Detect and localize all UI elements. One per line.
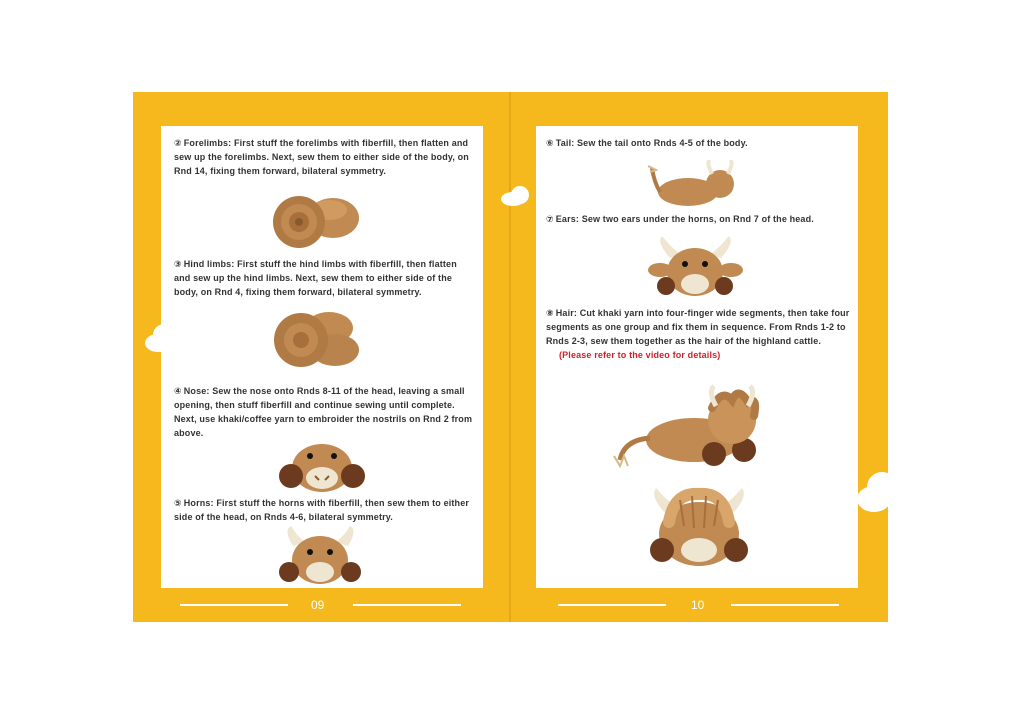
page-number-10: 10	[691, 598, 705, 612]
ears-figure	[648, 234, 743, 300]
hind-limb-figure	[273, 306, 368, 372]
footer-line-left-b	[353, 604, 461, 606]
step-hind-limbs: ③ Hind limbs: First stuff the hind limbs with fiberfill, then flatten and sew up the hind limbs. Next, sew them to either side of the body, on Rnd 4, fixing them forward, bilateral symmetry.	[174, 259, 457, 297]
page-10-panel	[536, 126, 858, 588]
finished-cattle-side-figure	[604, 384, 764, 474]
booklet-spread	[133, 92, 888, 622]
footer-line-right-b	[731, 604, 839, 606]
step-horns: ⑤ Horns: First stuff the horns with fiberfill, then sew them to either side of the head, on Rnds 4-6, bilateral symmetry.	[174, 498, 470, 522]
video-note: (Please refer to the video for details)	[559, 350, 721, 360]
step-forelimbs: ② Forelimbs: First stuff the forelimbs with fiberfill, then flatten and sew up the forelimbs. Next, sew them to either side of the body, on Rnd 14, fixing them forward, bilateral symmetry.	[174, 138, 469, 176]
footer-line-right-a	[558, 604, 666, 606]
step-tail: ⑥ Tail: Sew the tail onto Rnds 4-5 of the body.	[546, 138, 748, 148]
finished-cattle-front-figure	[644, 478, 754, 570]
step-nose: ④ Nose: Sew the nose onto Rnds 8-11 of the head, leaving a small opening, then stuff fiberfill and continue sewing until complete. Next, use khaki/coffee yarn to embroider the nostrils on Rnd 2 from above.	[174, 386, 473, 438]
tail-figure	[648, 160, 743, 210]
horns-figure	[273, 526, 368, 586]
page-09-panel	[161, 126, 483, 588]
nose-figure	[277, 440, 367, 494]
page-fold	[509, 92, 511, 622]
step-hair: ⑧ Hair: Cut khaki yarn into four-finger wide segments, then take four segments as one group and fix them in sequence. From Rnds 1-2 to Rnds 2-3, sew them together as the hair of the highland cattle. (Please refer to the video for details)	[546, 306, 858, 362]
page-number-09: 09	[311, 598, 325, 612]
step-ears: ⑦ Ears: Sew two ears under the horns, on Rnd 7 of the head.	[546, 214, 814, 224]
footer-line-left-a	[180, 604, 288, 606]
forelimb-figure	[271, 192, 366, 252]
